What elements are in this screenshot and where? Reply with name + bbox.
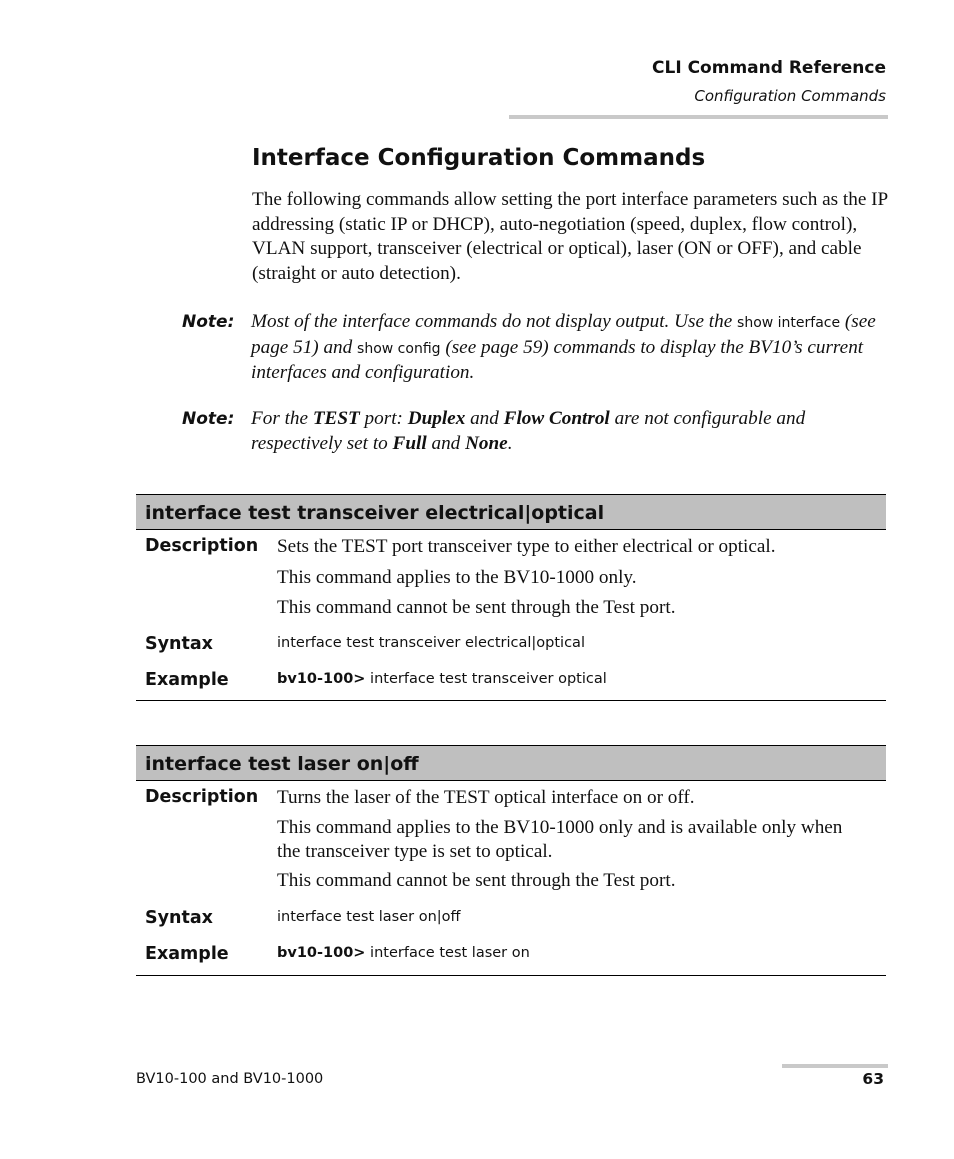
running-header-subtitle: Configuration Commands [694, 87, 886, 105]
command-body [136, 781, 886, 976]
command-table-transceiver [136, 494, 886, 701]
note-label: Note: [182, 409, 235, 429]
example-text [277, 671, 607, 687]
footer-rule [782, 1064, 888, 1068]
footer-product: BV10-100 and BV10-1000 [136, 1071, 324, 1087]
example-prompt: bv10-100> [277, 945, 366, 961]
page-number: 63 [862, 1070, 884, 1088]
section-title: Interface Configuration Commands [252, 145, 706, 171]
note-label: Note: [182, 312, 235, 332]
description-line: This command cannot be sent through the Test port. [277, 870, 676, 891]
code-show-config: show config [357, 340, 441, 357]
running-header-title: CLI Command Reference [652, 58, 886, 78]
command-heading: interface test transceiver electrical|optical [136, 494, 886, 530]
description-label: Description [145, 536, 259, 556]
description-line: This command applies to the BV10-1000 only. [277, 567, 637, 588]
syntax-text: interface test transceiver electrical|optical [277, 635, 585, 651]
command-table-laser [136, 745, 886, 976]
syntax-text: interface test laser on|off [277, 909, 461, 925]
note-text: Most of the interface commands do not display output. Use the show interface (see page 51) and show config (see page 59) commands to display the BV10’s current interfaces and configuration. [251, 311, 876, 383]
syntax-label: Syntax [145, 634, 213, 654]
note-text: For the TEST port: Duplex and Flow Control are not configurable and respectively set to Full and None. [251, 408, 806, 454]
example-label: Example [145, 670, 229, 690]
example-label: Example [145, 944, 229, 964]
example-text [277, 945, 530, 961]
description-line: Turns the laser of the TEST optical interface on or off. [277, 787, 695, 808]
example-command: interface test transceiver optical [365, 671, 607, 687]
description-line: Sets the TEST port transceiver type to either electrical or optical. [277, 536, 776, 557]
code-show-interface: show interface [737, 315, 841, 331]
intro-paragraph: The following commands allow setting the port interface parameters such as the IP addressing (static IP or DHCP), auto-negotiation (speed, duplex, flow control), VLAN support, transceiver (electrical or optical), laser (ON or OFF), and cable (straight or auto detection). [252, 189, 888, 284]
description-label: Description [145, 787, 259, 807]
description-line: This command cannot be sent through the Test port. [277, 597, 676, 618]
command-body [136, 530, 886, 701]
example-prompt: bv10-100> [277, 671, 366, 687]
description-line: This command applies to the BV10-1000 only and is available only when the transceiver type is set to optical. [277, 817, 843, 862]
example-command: interface test laser on [365, 945, 530, 961]
syntax-label: Syntax [145, 908, 213, 928]
header-rule [509, 115, 888, 119]
command-heading: interface test laser on|off [136, 745, 886, 781]
